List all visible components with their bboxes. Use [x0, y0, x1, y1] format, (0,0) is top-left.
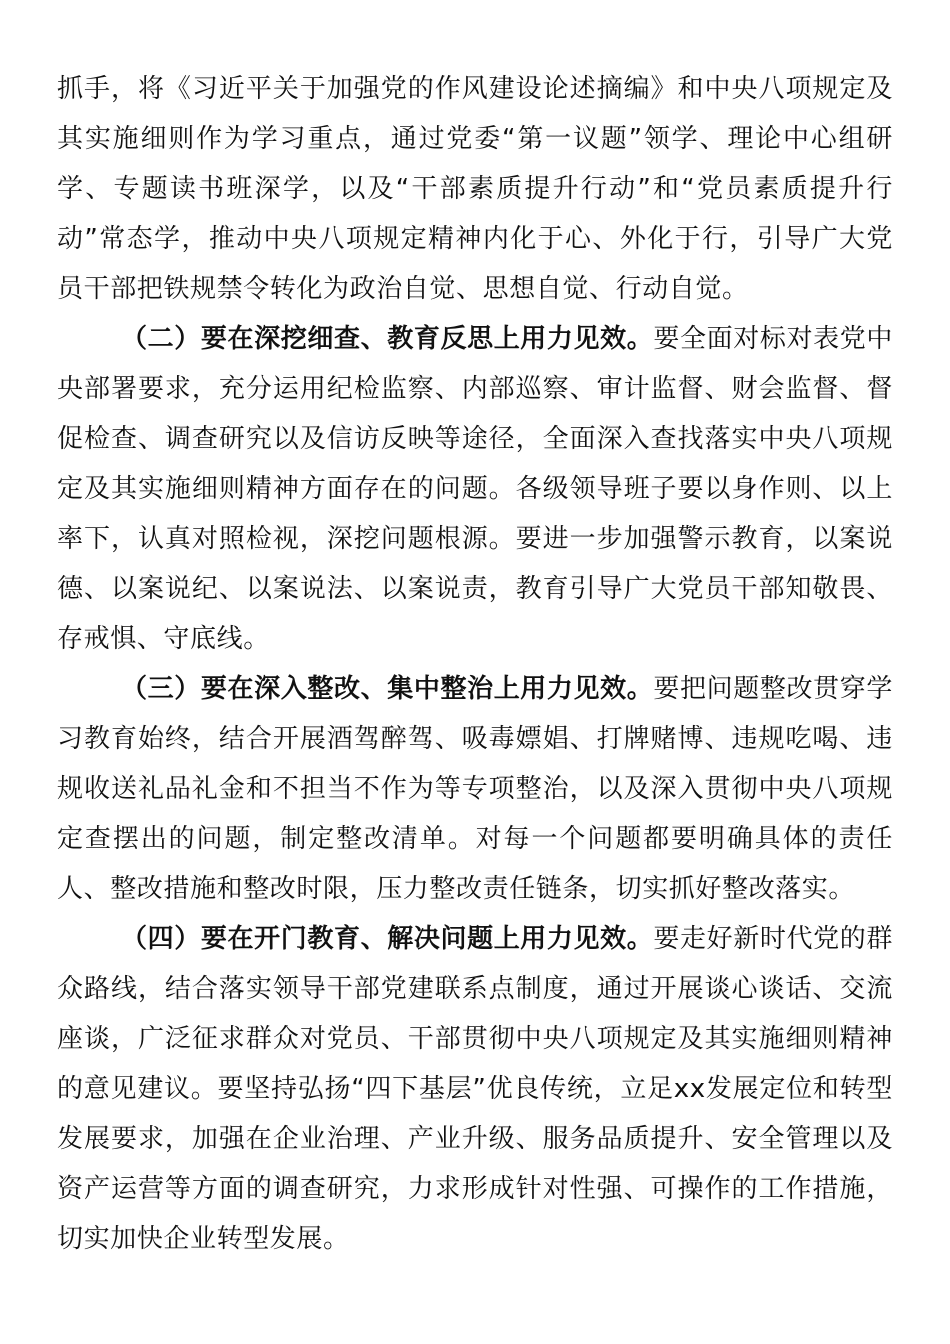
paragraph-text: 要全面对标对表党中央部署要求，充分运用纪检监察、内部巡察、审计监督、财会监督、督促检查、调查研究以及信访反映等途径，全面深入查找落实中央八项规定及其实施细则精神方面存在的问题。各级领导班子要以身作则、以上率下，认真对照检视，深挖问题根源。要进一步加强警示教育，以案说德、以案说纪、以案说法、以案说责，教育引导广大党员干部知敬畏、存戒惧、守底线。: [57, 324, 893, 654]
paragraph-text: 要把问题整改贯穿学习教育始终，结合开展酒驾醉驾、吸毒嫖娼、打牌赌博、违规吃喝、违规收送礼品礼金和不担当不作为等专项整治，以及深入贯彻中央八项规定查摆出的问题，制定整改清单。对每一个问题都要明确具体的责任人、整改措施和整改时限，压力整改责任链条，切实抓好整改落实。: [57, 674, 893, 904]
paragraph-text: 抓手，将《习近平关于加强党的作风建设论述摘编》和中央八项规定及其实施细则作为学习重点，通过党委“第一议题”领学、理论中心组研学、专题读书班深学，以及“干部素质提升行动”和“党员素质提升行动”常态学，推动中央八项规定精神内化于心、外化于行，引导广大党员干部把铁规禁令转化为政治自觉、思想自觉、行动自觉。: [57, 74, 893, 304]
paragraph-section-3: [57, 664, 893, 914]
paragraph-text: 要走好新时代党的群众路线，结合落实领导干部党建联系点制度，通过开展谈心谈话、交流座谈，广泛征求群众对党员、干部贯彻中央八项规定及其实施细则精神的意见建议。要坚持弘扬“四下基层”优良传统，立足xx发展定位和转型发展要求，加强在企业治理、产业升级、服务品质提升、安全管理以及资产运营等方面的调查研究，力求形成针对性强、可操作的工作措施，切实加快企业转型发展。: [57, 924, 893, 1254]
section-heading: （四）要在开门教育、解决问题上用力见效。: [121, 924, 654, 954]
document-page: [57, 64, 893, 1264]
section-heading: （二）要在深挖细查、教育反思上用力见效。: [121, 324, 654, 354]
paragraph-continuation: [57, 64, 893, 314]
paragraph-section-4: [57, 914, 893, 1264]
section-heading: （三）要在深入整改、集中整治上用力见效。: [121, 674, 654, 704]
paragraph-section-2: [57, 314, 893, 664]
